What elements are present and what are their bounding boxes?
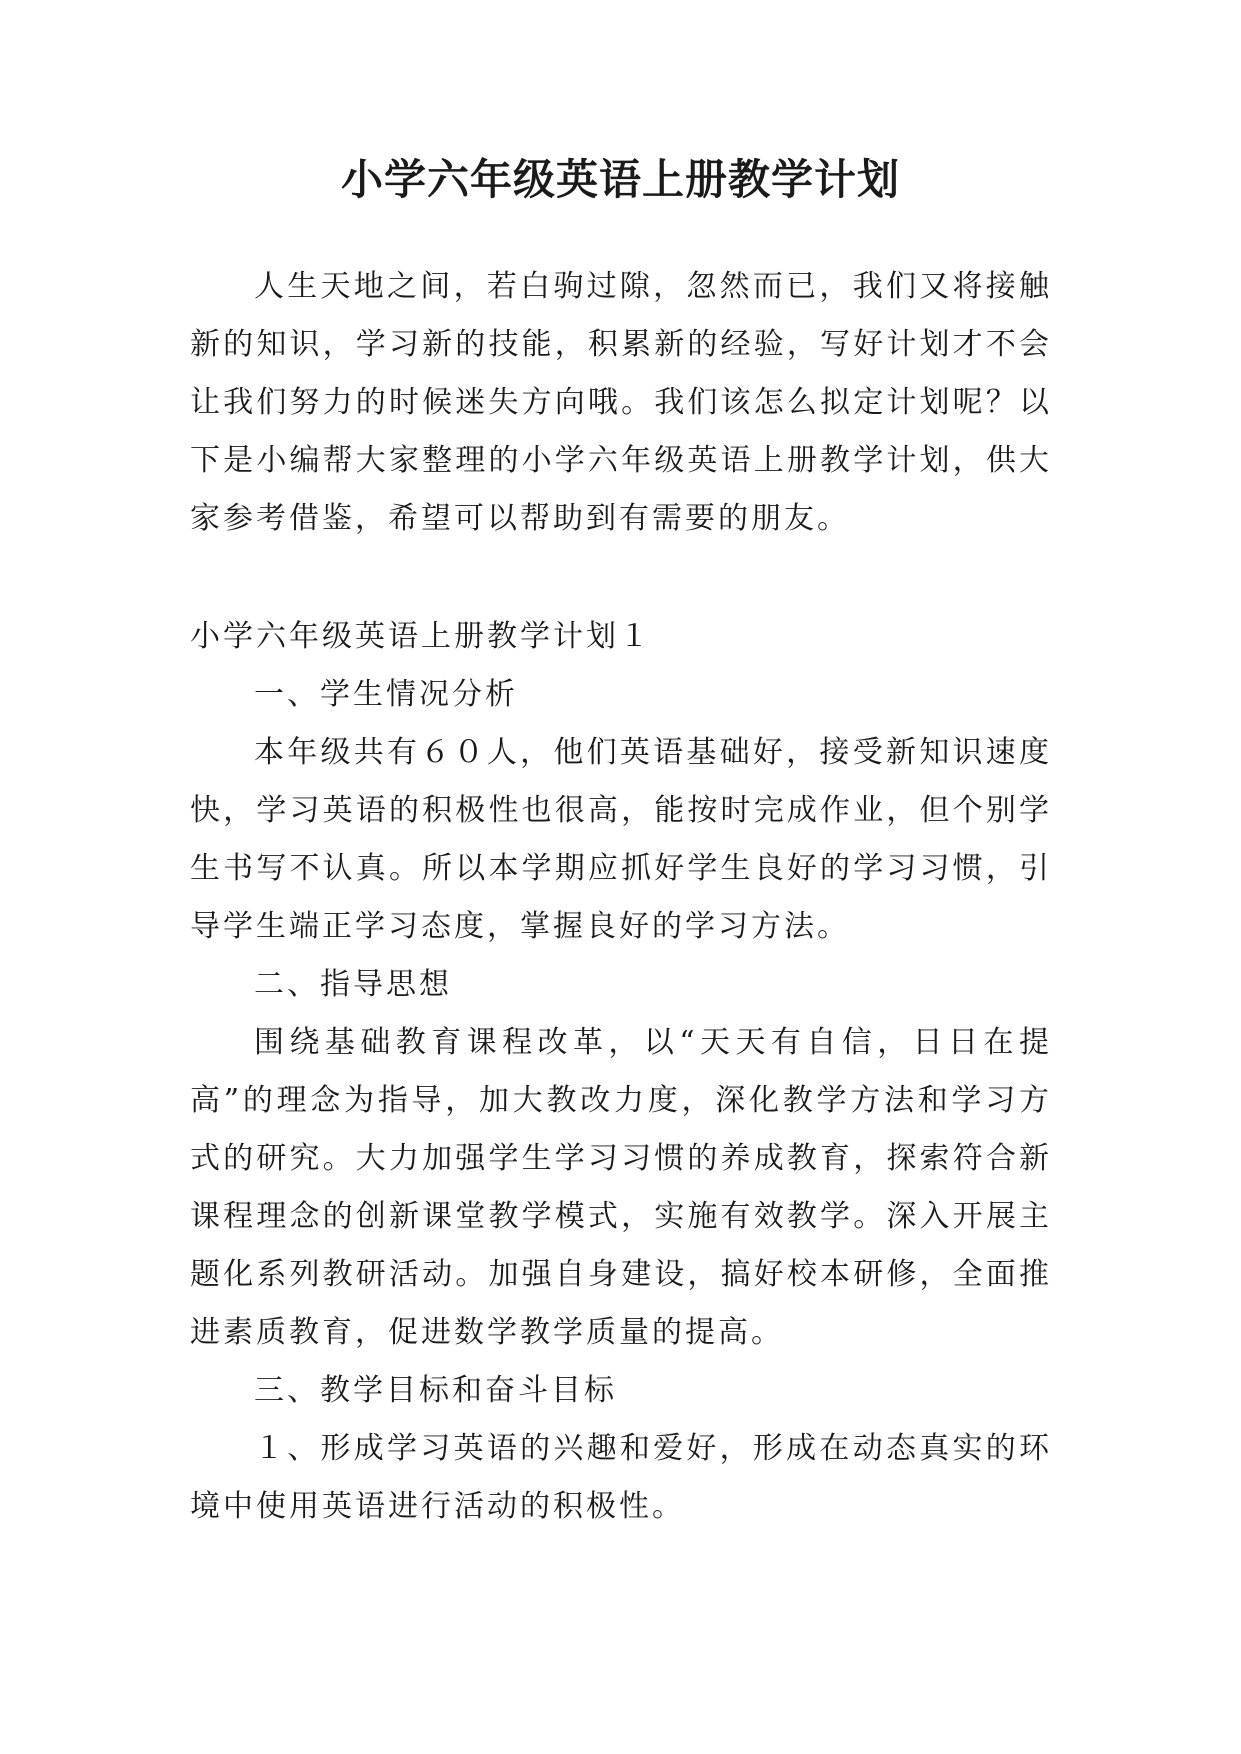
heading-guiding-thought: 二、指导思想	[254, 967, 452, 1002]
document-body	[190, 258, 1052, 1536]
heading-teaching-goals: 三、教学目标和奋斗目标	[254, 1373, 617, 1408]
paragraph-teaching-goals: １、形成学习英语的兴趣和爱好，形成在动态真实的环境中使用英语进行活动的积极性。	[190, 1431, 1052, 1524]
document-title: 小学六年级英语上册教学计划	[340, 155, 900, 204]
paragraph-guiding-thought: 围绕基础教育课程改革，以“天天有自信，日日在提高”的理念为指导，加大教改力度，深化教学方法和学习方式的研究。大力加强学生学习习惯的养成教育，探索符合新课程理念的创新课堂教学模式，实施有效教学。深入开展主题化系列教研活动。加强自身建设，搞好校本研修，全面推进素质教育，促进数学教学质量的提高。	[190, 1025, 1052, 1350]
paragraph-student-analysis: 本年级共有６０人，他们英语基础好，接受新知识速度快，学习英语的积极性也很高，能按时完成作业，但个别学生书写不认真。所以本学期应抓好学生良好的学习习惯，引导学生端正学习态度，掌握良好的学习方法。	[190, 735, 1052, 944]
section-title: 小学六年级英语上册教学计划１	[190, 619, 652, 654]
paragraph-spacer	[190, 548, 1052, 608]
heading-student-analysis: 一、学生情况分析	[254, 677, 518, 712]
intro-paragraph: 人生天地之间，若白驹过隙，忽然而已，我们又将接触新的知识，学习新的技能，积累新的经验，写好计划才不会让我们努力的时候迷失方向哦。我们该怎么拟定计划呢？以下是小编帮大家整理的小学六年级英语上册教学计划，供大家参考借鉴，希望可以帮助到有需要的朋友。	[190, 269, 1052, 536]
